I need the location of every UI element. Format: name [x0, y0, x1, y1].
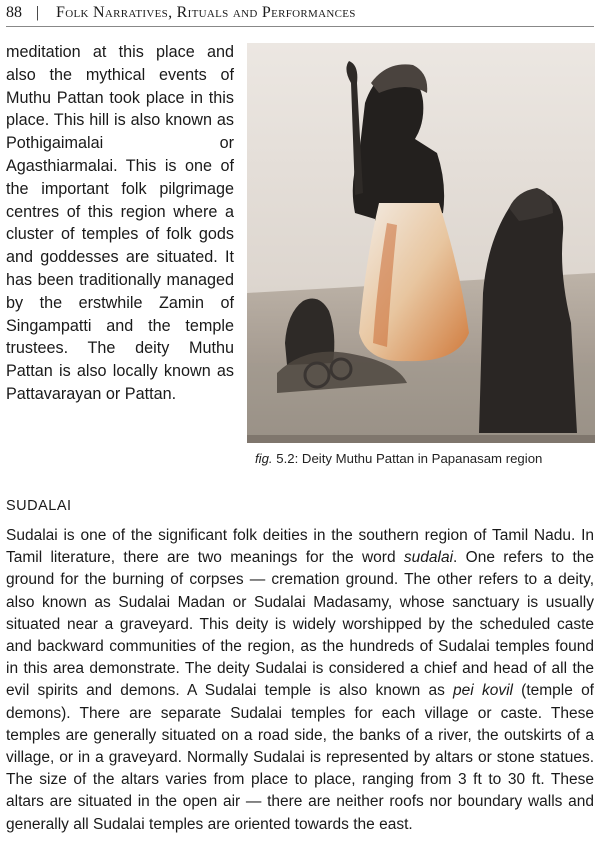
page-number: 88: [6, 4, 22, 21]
section-body: [6, 525, 594, 836]
running-header: [6, 2, 594, 24]
paragraph-text-2: . One refers to the ground for the burning of corpses — cremation ground. The other refers to a deity, also known as Sudalai Madan or Sudalai Madasamy, whose sanctuary is usually situated near a graveyard. This deity is widely worshipped by the scheduled caste and backward communities of the region, as the hundreds of Sudalai temples found in this area demonstrate. The deity Sudalai is considered a chief and head of all the evil spirits and demons. A Sudalai temple is also known as: [6, 549, 594, 700]
term-pei-kovil: pei kovil: [453, 682, 513, 700]
paragraph-text-3: (temple of demons). There are separate Sudalai temples for each village or caste. These temples are generally situated on a road side, the banks of a river, the outskirts of a village, or in a graveyard. Normally Sudalai is represented by altars or stone statues. The size of the altars varies from place to place, ranging from 3 ft to 30 ft. These altars are situated in the open air — there are neither roofs nor boundary walls and generally all Sudalai temples are oriented towards the east.: [6, 682, 594, 833]
column-text: [6, 41, 234, 406]
figure-photo: [247, 43, 595, 443]
figure-label: fig.: [255, 451, 273, 466]
section-heading: SUDALAI: [6, 498, 72, 514]
running-title: Folk Narratives, Rituals and Performances: [56, 4, 356, 21]
paragraph-text-1: Sudalai is one of the significant folk deities in the southern region of Tamil Nadu. In Tamil literature, there are two meanings for the word: [6, 527, 594, 567]
section-paragraph: [6, 525, 594, 836]
term-sudalai: sudalai: [403, 549, 454, 567]
deity-statue-photo: [247, 43, 595, 443]
header-rule: [6, 26, 594, 27]
figure-caption-text: 5.2: Deity Muthu Pattan in Papanasam region: [272, 451, 543, 466]
figure-caption: [255, 450, 600, 468]
header-separator: |: [36, 4, 40, 21]
column-paragraph: meditation at this place and also the mythical events of Muthu Pattan took place in this place. This hill is also known as Pothigaimalai or Agasthiarmalai. This is one of the important folk pilgrimage centres of this region where a cluster of temples of folk gods and goddesses are situated. It has been traditionally managed by the erstwhile Zamin of Singampatti and the temple trustees. The deity Muthu Pattan is also locally known as Pattavarayan or Pattan.: [6, 43, 234, 403]
